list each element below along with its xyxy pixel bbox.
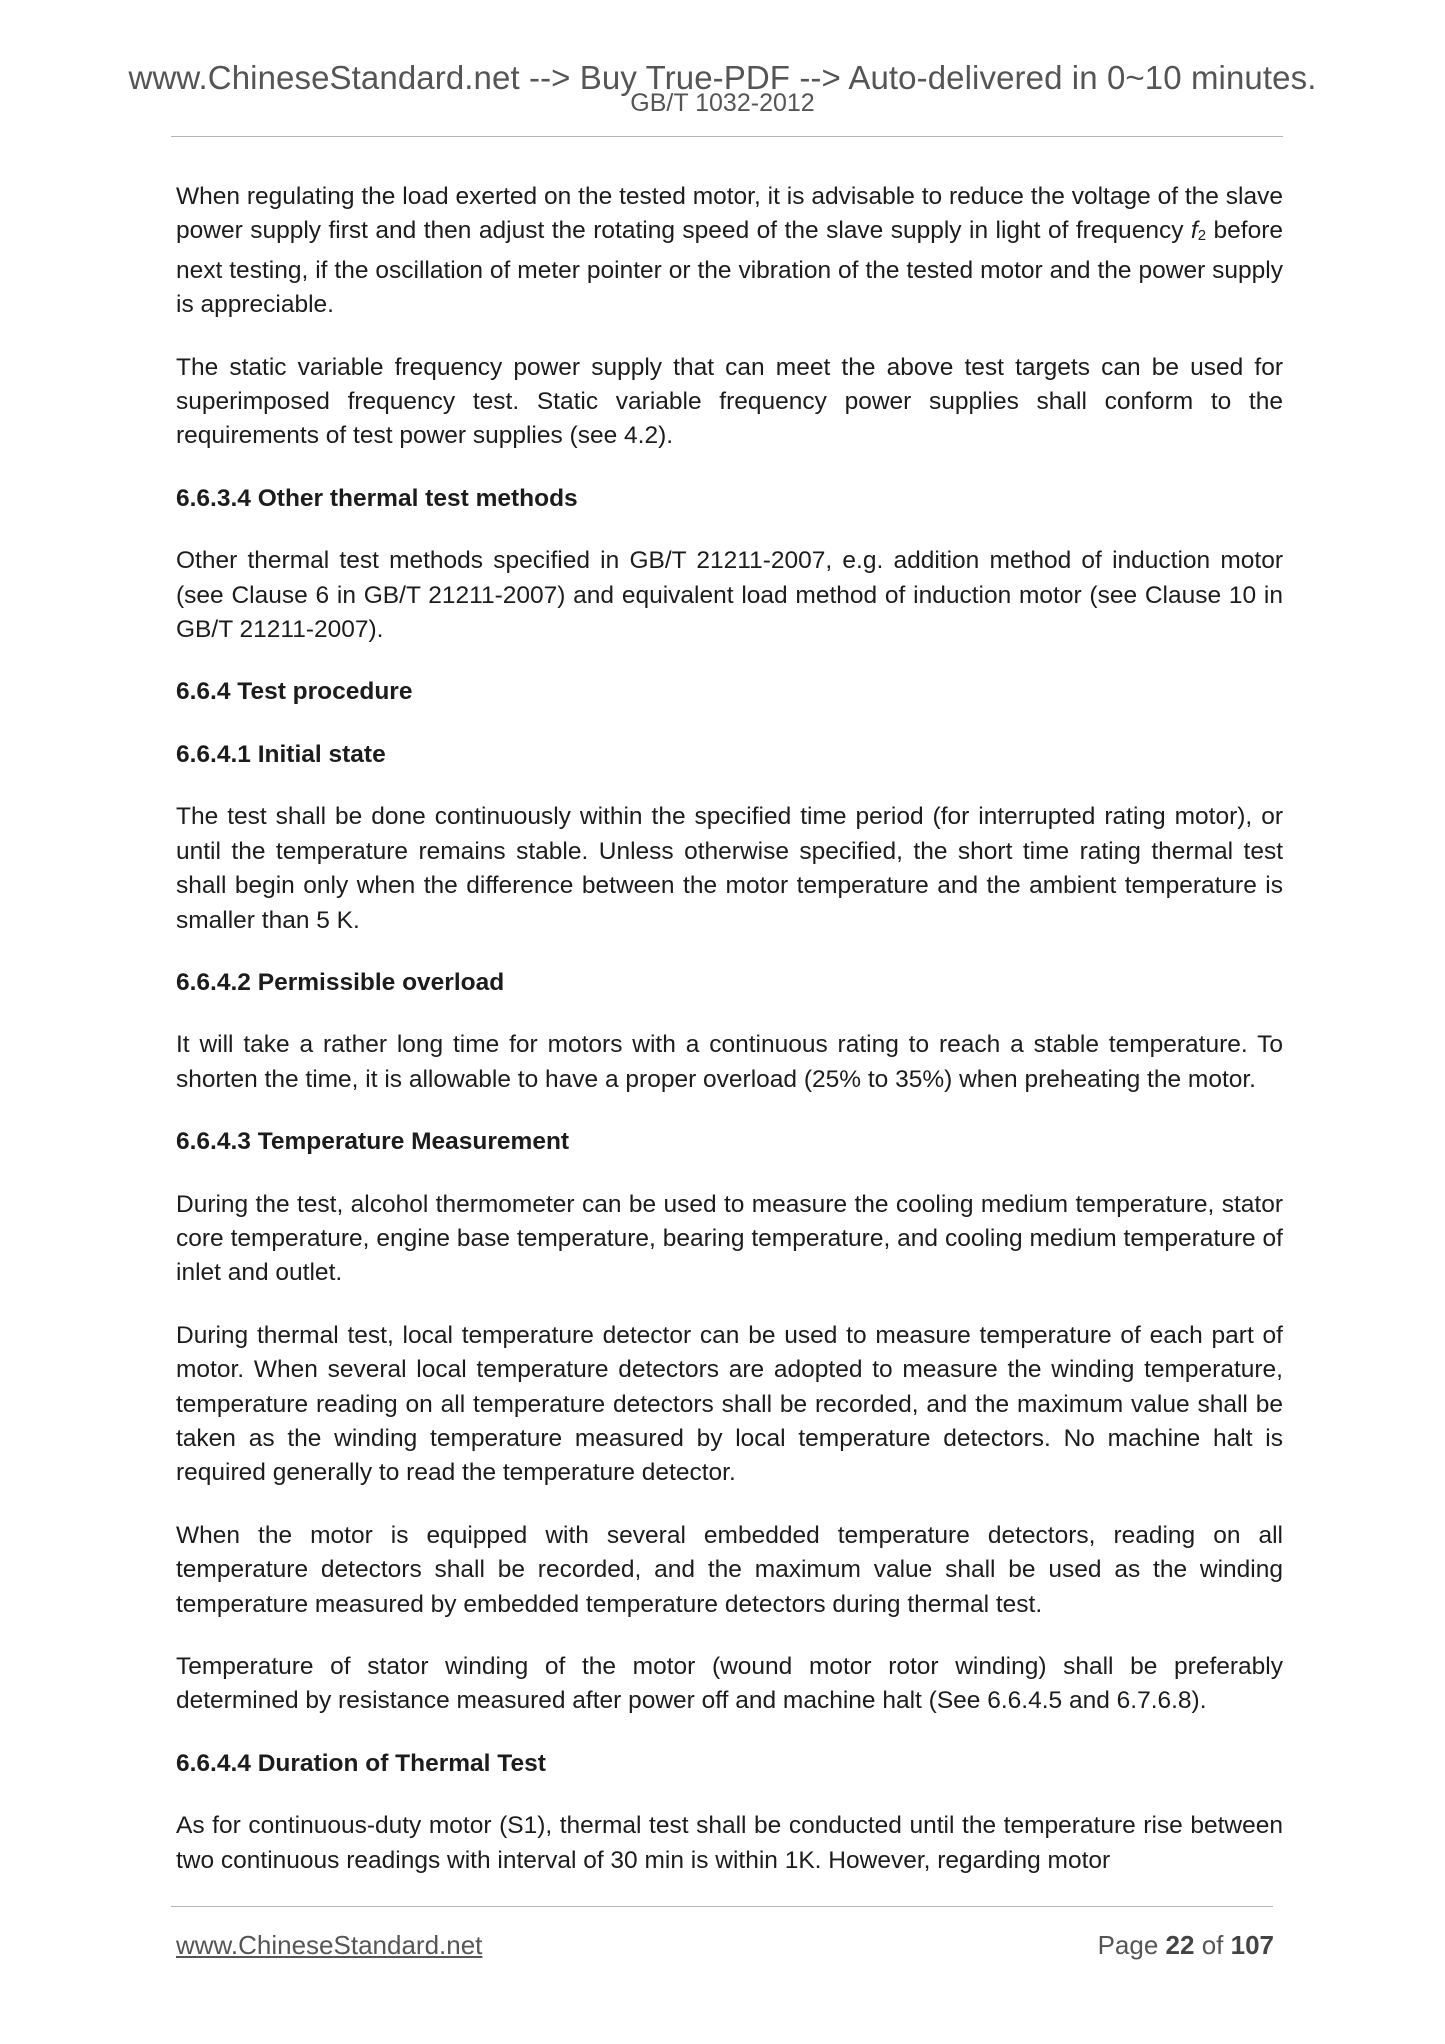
page-number: Page 22 of 107: [1097, 1930, 1274, 1960]
paragraph-initial-state: The test shall be done continuously within the specified time period (for interrupted rating motor), or until the temperature remains stable. Unless otherwise specified, the short time rating thermal test shall begin only when the difference between the motor temperature and the ambient temperature is smaller than 5 K.: [176, 803, 1283, 934]
heading-6642: 6.6.4.2 Permissible overload: [176, 968, 505, 996]
top-banner: www.ChineseStandard.net --> Buy True-PDF --> Auto-delivered in 0~10 minutes.: [128, 59, 1317, 96]
paragraph-other-methods: Other thermal test methods specified in GB/T 21211-2007, e.g. addition method of induction motor (see Clause 6 in GB/T 21211-2007) and equivalent load method of induction motor (see Clause 10 in GB/T 21211-2007).: [176, 547, 1283, 644]
frequency-subscript: 2: [1197, 227, 1207, 245]
heading-6644: 6.6.4.4 Duration of Thermal Test: [176, 1749, 546, 1777]
paragraph-overload: It will take a rather long time for motors with a continuous rating to reach a stable temperature. To shorten the time, it is allowable to have a proper overload (25% to 35%) when preheating the motor.: [176, 1031, 1283, 1093]
paragraph-load-regulation: When regulating the load exerted on the tested motor, it is advisable to reduce the voltage of the slave power supply first and then adjust the rotating speed of the slave supply in light of frequency f2 before next testing, if the oscillation of meter pointer or the vibration of the tested motor and the power supply is appreciable.: [176, 183, 1283, 319]
standard-code: GB/T 1032-2012: [630, 89, 815, 117]
paragraph-static-power-supply: The static variable frequency power supply that can meet the above test targets can be used for superimposed frequency test. Static variable frequency power supplies shall conform to the requirements of test power supplies (see 4.2).: [176, 353, 1283, 450]
heading-6641: 6.6.4.1 Initial state: [176, 740, 386, 768]
footer-site-link[interactable]: www.ChineseStandard.net: [176, 1930, 483, 1960]
paragraph-stator-winding: Temperature of stator winding of the motor (wound motor rotor winding) shall be preferably determined by resistance measured after power off and machine halt (See 6.6.4.5 and 6.7.6.8).: [176, 1653, 1283, 1715]
heading-664: 6.6.4 Test procedure: [176, 678, 413, 706]
paragraph-embedded-detectors: When the motor is equipped with several embedded temperature detectors, reading on all temperature detectors shall be recorded, and the maximum value shall be used as the winding temperature measured by embedded temperature detectors during thermal test.: [176, 1521, 1283, 1618]
footer-divider: [171, 1906, 1273, 1907]
frequency-variable: f: [1190, 217, 1198, 245]
heading-6643: 6.6.4.3 Temperature Measurement: [176, 1128, 570, 1156]
paragraph-thermometer: During the test, alcohol thermometer can be used to measure the cooling medium temperature, stator core temperature, engine base temperature, bearing temperature, and cooling medium temperature of inlet and outlet.: [176, 1190, 1283, 1287]
current-page: 22: [1165, 1930, 1195, 1960]
heading-6634: 6.6.3.4 Other thermal test methods: [176, 484, 578, 512]
paragraph-duration: As for continuous-duty motor (S1), thermal test shall be conducted until the temperature rise between two continuous readings with interval of 30 min is within 1K. However, regarding motor: [176, 1812, 1283, 1874]
header-divider: [171, 136, 1283, 137]
paragraph-local-detectors: During thermal test, local temperature detector can be used to measure temperature of each part of motor. When several local temperature detectors are adopted to measure the winding temperature, temperature reading on all temperature detectors shall be recorded, and the maximum value shall be taken as the winding temperature measured by local temperature detectors. No machine halt is required generally to read the temperature detector.: [176, 1321, 1283, 1487]
total-pages: 107: [1230, 1930, 1274, 1960]
document-body: [176, 180, 1283, 1906]
